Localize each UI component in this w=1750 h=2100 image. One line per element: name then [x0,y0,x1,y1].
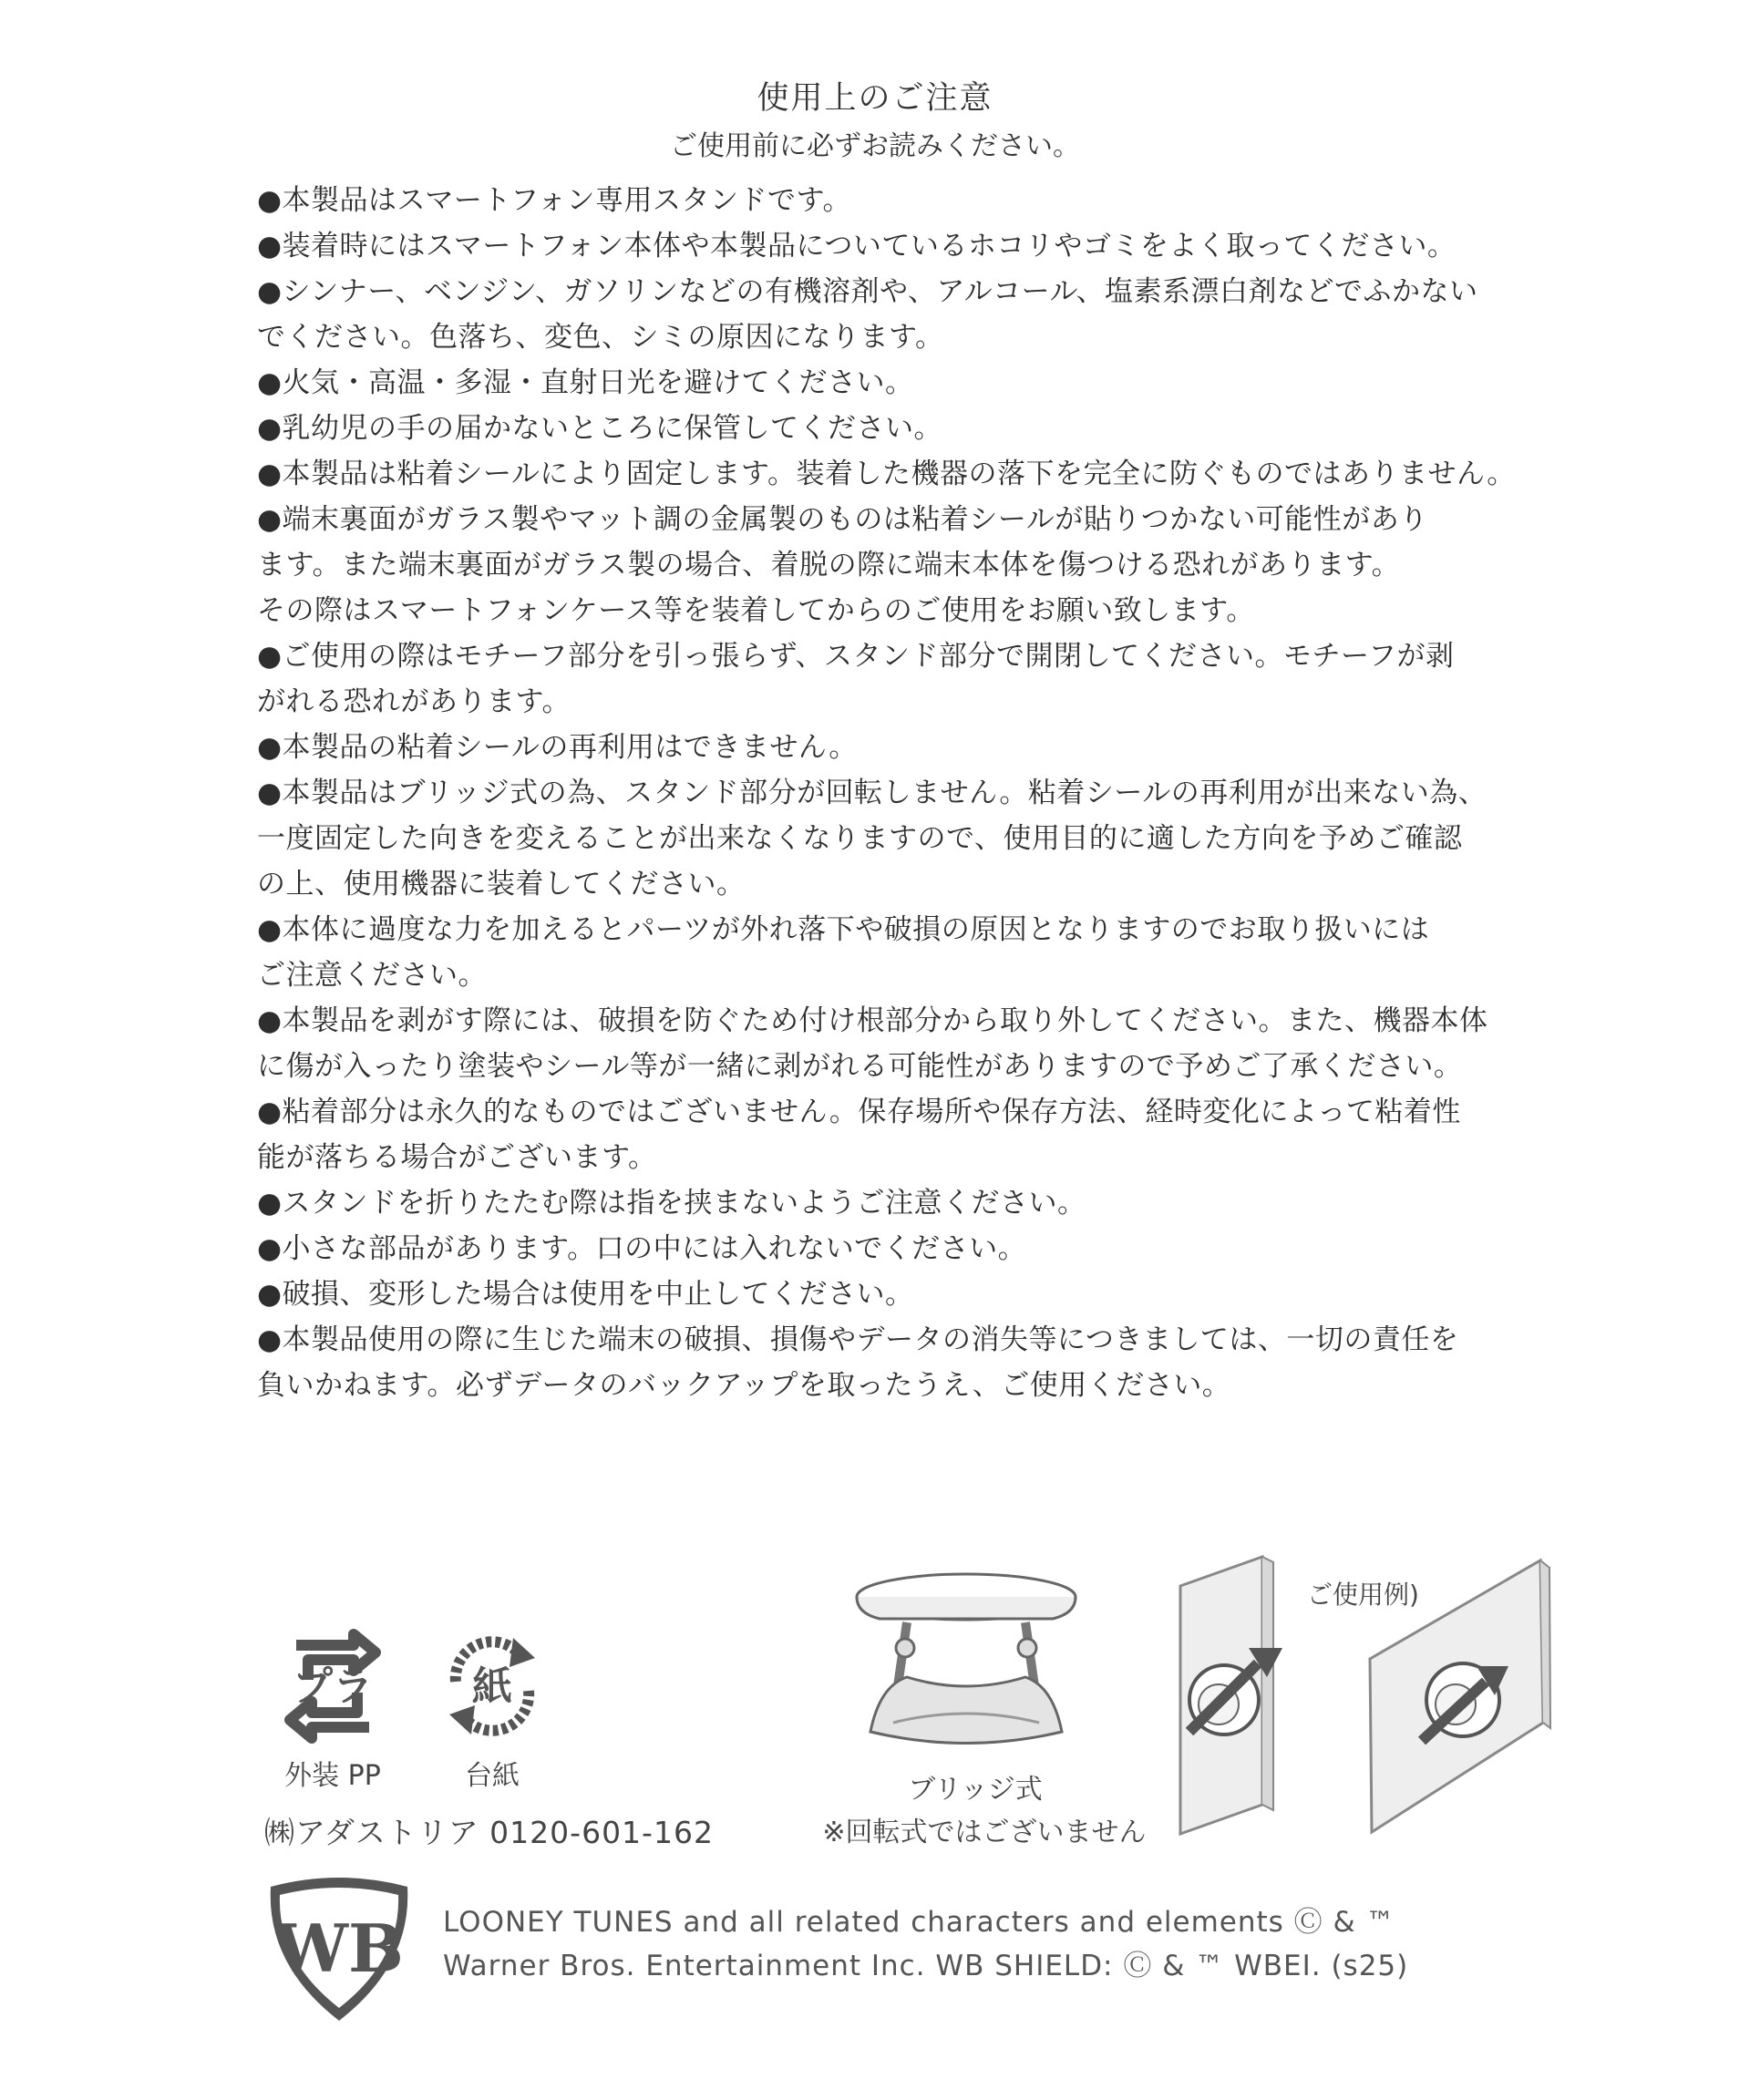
note-line: 一度固定した向きを変えることが出来なくなりますので、使用目的に適した方向を予めご確認 [257,822,1463,855]
note-line: ●端末裏面がガラス製やマット調の金属製のものは粘着シールが貼りつかない可能性があり [257,503,1428,536]
phone-vertical-illustration [1171,1549,1290,1841]
note-line: 能が落ちる場合がございます。 [257,1141,657,1174]
plastic-caption: 外装 PP [284,1760,381,1792]
page-subtitle: ご使用前に必ずお読みください。 [670,130,1080,162]
usage-example-label: ご使用例) [1307,1580,1419,1610]
note-line: ●本製品はスマートフォン専用スタンドです。 [257,184,851,217]
company-contact: ㈱アダストリア 0120-601-162 [264,1815,714,1850]
copyright-line-2: Warner Bros. Entertainment Inc. WB SHIELD: Ⓒ & ™ WBEI. (s25) [443,1950,1409,1982]
note-line: ●火気・高温・多湿・直射日光を避けてください。 [257,366,914,399]
caution-notes [257,178,1551,1408]
paper-caption: 台紙 [465,1760,520,1792]
page-title: 使用上のご注意 [757,80,993,117]
note-line: その際はスマートフォンケース等を装着してからのご使用をお願い致します。 [257,594,1255,627]
bridge-stand-illustration [843,1568,1089,1759]
note-line: がれる恐れがあります。 [257,685,571,718]
note-line: ●本製品使用の際に生じた端末の破損、損傷やデータの消失等につきましては、一切の責任を [257,1323,1459,1356]
note-line: に傷が入ったり塗装やシール等が一緒に剥がれる可能性がありますので予めご了承ください。 [257,1050,1463,1083]
note-line: ます。また端末裏面がガラス製の場合、着脱の際に端末本体を傷つける恐れがあります。 [257,549,1401,582]
note-line: ●ご使用の際はモチーフ部分を引っ張らず、スタンド部分で開閉してください。モチーフが剥 [257,640,1455,673]
copyright-notice [443,1900,1408,1988]
note-line: ●粘着部分は永久的なものではございません。保存場所や保存方法、経時変化によって粘着性 [257,1096,1461,1128]
note-line: ●スタンドを折りたたむ際は指を挟まないようご注意ください。 [257,1187,1086,1220]
stand-type-label: ブリッジ式 [908,1774,1043,1806]
note-line: でください。色落ち、変色、シミの原因になります。 [257,321,944,354]
note-line: ●本製品の粘着シールの再利用はできません。 [257,731,858,764]
note-line: ●乳幼児の手の届かないところに保管してください。 [257,412,943,445]
note-line: ●小さな部品があります。口の中には入れないでください。 [257,1232,1027,1265]
paper-recycle-mark [428,1627,556,1793]
note-line: ●本製品を剥がす際には、破損を防ぐため付け根部分から取り外してください。また、機器本体 [257,1004,1488,1037]
plastic-mark-text: プラ [293,1663,373,1710]
svg-text:WB: WB [274,1910,404,1987]
plastic-recycle-mark [264,1627,401,1793]
paper-mark-text: 紙 [472,1663,512,1710]
note-line: ●シンナー、ベンジン、ガソリンなどの有機溶剤や、アルコール、塩素系漂白剤などでふかない [257,275,1478,308]
stand-type-note: ※回転式ではございません [822,1817,1147,1848]
paper-recycle-icon [433,1627,551,1745]
note-line: ●破損、変形した場合は使用を中止してください。 [257,1278,914,1311]
wb-shield-logo [257,1873,421,2028]
note-line: の上、使用機器に装着してください。 [257,868,746,901]
note-line: ●本体に過度な力を加えるとパーツが外れ落下や破損の原因となりますのでお取り扱いには [257,913,1430,946]
copyright-line-1: LOONEY TUNES and all related characters and elements Ⓒ & ™ [443,1906,1395,1939]
plastic-recycle-icon [273,1627,392,1745]
note-line: ●本製品は粘着シールにより固定します。装着した機器の落下を完全に防ぐものではありません。 [257,458,1516,490]
note-line: 負いかねます。必ずデータのバックアップを取ったうえ、ご使用ください。 [257,1369,1231,1402]
note-line: ご注意ください。 [257,959,487,992]
note-line: ●装着時にはスマートフォン本体や本製品についているホコリやゴミをよく取ってください。 [257,230,1457,262]
note-line: ●本製品はブリッジ式の為、スタンド部分が回転しません。粘着シールの再利用が出来ない為、 [257,777,1488,809]
